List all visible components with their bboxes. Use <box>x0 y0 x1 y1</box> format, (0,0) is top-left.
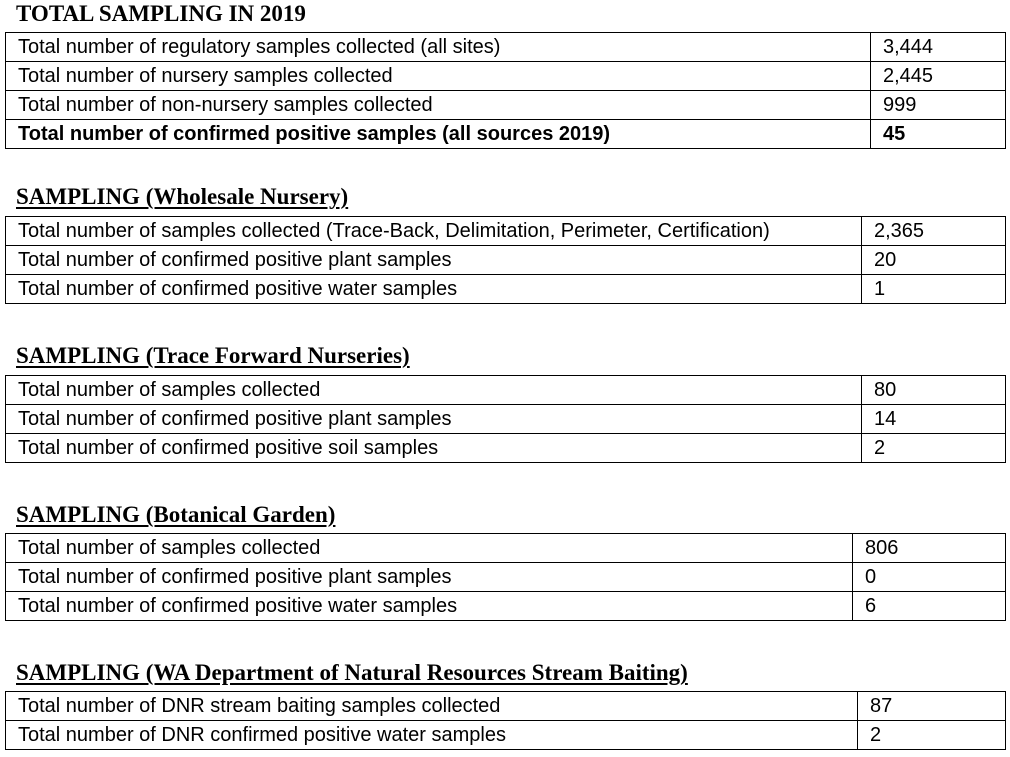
table-row <box>6 721 1006 750</box>
table-row <box>6 217 1006 246</box>
row-value: 6 <box>853 592 1006 621</box>
row-value: 2 <box>858 721 1006 750</box>
table-row <box>6 62 1006 91</box>
row-label: Total number of confirmed positive soil samples <box>6 434 862 463</box>
row-label: Total number of confirmed positive plant samples <box>6 563 853 592</box>
row-label: Total number of DNR confirmed positive water samples <box>6 721 858 750</box>
row-label: Total number of confirmed positive water samples <box>6 275 862 304</box>
row-label: Total number of samples collected <box>6 534 853 563</box>
row-label: Total number of confirmed positive water samples <box>6 592 853 621</box>
section-title-trace-forward: SAMPLING (Trace Forward Nurseries) <box>16 343 410 368</box>
table-botanical-garden <box>5 533 1006 621</box>
row-label: Total number of DNR stream baiting samples collected <box>6 692 858 721</box>
table-row-total <box>6 120 1006 149</box>
table-dnr-stream-baiting <box>5 691 1006 750</box>
table-total-sampling <box>5 32 1006 149</box>
table-row <box>6 592 1006 621</box>
row-value: 80 <box>862 376 1006 405</box>
table-wholesale-nursery <box>5 216 1006 304</box>
section-title-dnr-stream-baiting: SAMPLING (WA Department of Natural Resources Stream Baiting) <box>16 660 688 685</box>
table-row <box>6 563 1006 592</box>
table-row <box>6 692 1006 721</box>
table-row <box>6 275 1006 304</box>
row-value: 87 <box>858 692 1006 721</box>
row-value: 14 <box>862 405 1006 434</box>
row-value: 0 <box>853 563 1006 592</box>
row-label: Total number of confirmed positive plant samples <box>6 405 862 434</box>
row-value: 20 <box>862 246 1006 275</box>
section-title-total-sampling: TOTAL SAMPLING IN 2019 <box>16 1 306 26</box>
row-label: Total number of samples collected <box>6 376 862 405</box>
row-label: Total number of confirmed positive plant samples <box>6 246 862 275</box>
row-label: Total number of non-nursery samples collected <box>6 91 871 120</box>
row-value: 2 <box>862 434 1006 463</box>
row-value: 2,445 <box>871 62 1006 91</box>
table-row <box>6 246 1006 275</box>
table-row <box>6 376 1006 405</box>
row-value: 2,365 <box>862 217 1006 246</box>
table-row <box>6 33 1006 62</box>
row-value: 3,444 <box>871 33 1006 62</box>
table-row <box>6 434 1006 463</box>
row-value: 999 <box>871 91 1006 120</box>
row-label: Total number of samples collected (Trace-Back, Delimitation, Perimeter, Certification) <box>6 217 862 246</box>
row-value: 806 <box>853 534 1006 563</box>
table-row <box>6 91 1006 120</box>
table-row <box>6 405 1006 434</box>
row-label: Total number of nursery samples collected <box>6 62 871 91</box>
row-label: Total number of confirmed positive samples (all sources 2019) <box>6 120 871 149</box>
row-label: Total number of regulatory samples collected (all sites) <box>6 33 871 62</box>
section-title-botanical-garden: SAMPLING (Botanical Garden) <box>16 502 336 527</box>
section-title-wholesale-nursery: SAMPLING (Wholesale Nursery) <box>16 184 349 209</box>
table-trace-forward <box>5 375 1006 463</box>
row-value: 1 <box>862 275 1006 304</box>
row-value: 45 <box>871 120 1006 149</box>
table-row <box>6 534 1006 563</box>
